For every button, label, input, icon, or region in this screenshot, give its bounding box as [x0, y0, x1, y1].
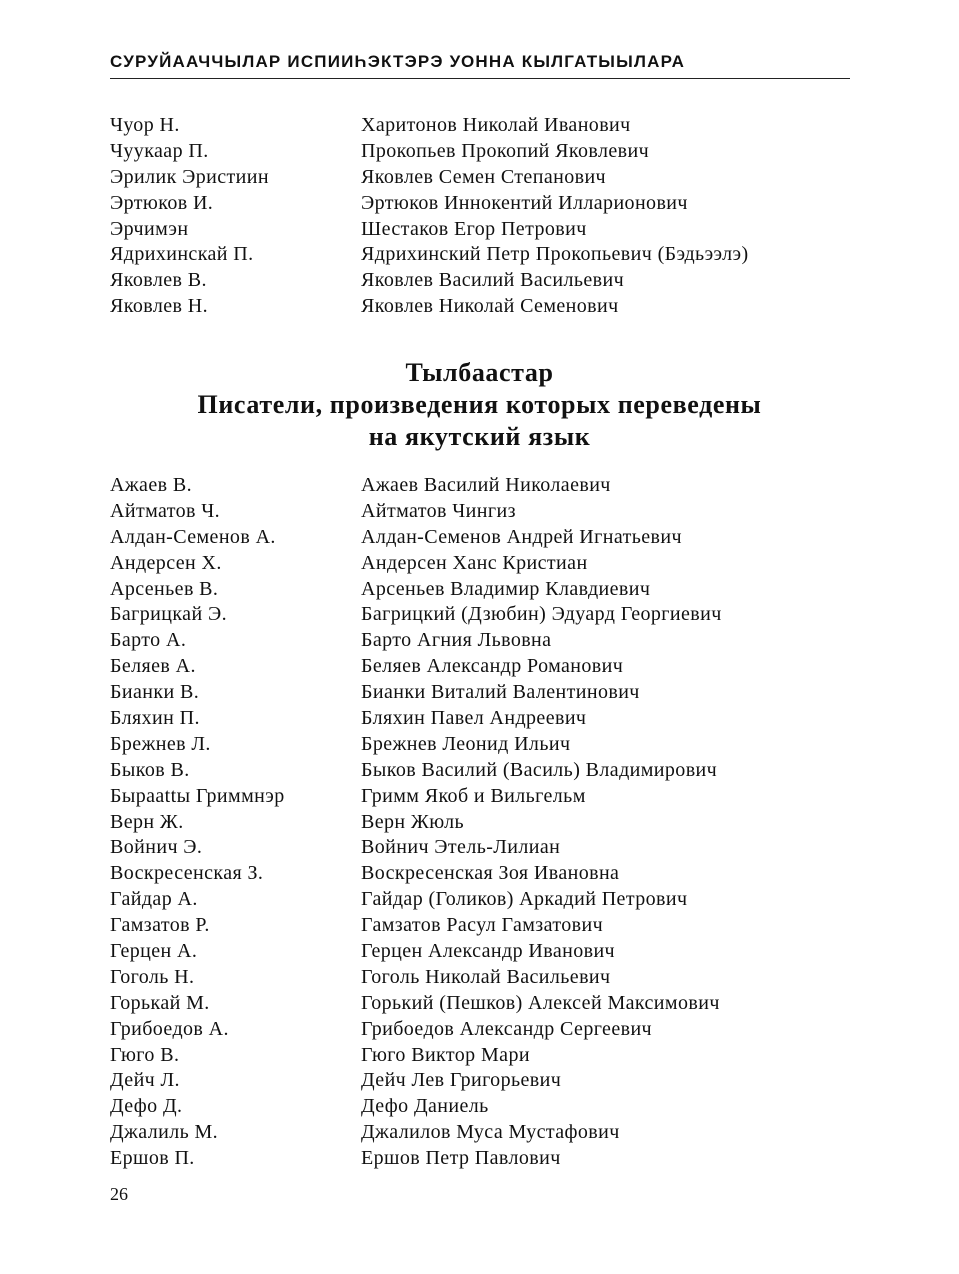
list-item: [110, 654, 850, 680]
short-name: Айтматов Ч.: [110, 499, 221, 522]
full-name: Харитонов Николай Иванович: [361, 114, 631, 136]
full-name: Гримм Якоб и Вильгельм: [361, 784, 586, 807]
short-name: Быков В.: [110, 758, 190, 781]
full-name: Ажаев Василий Николаевич: [361, 474, 611, 496]
short-name: Горькай М.: [110, 991, 210, 1014]
list-item: [110, 1146, 850, 1172]
full-name: Горький (Пешков) Алексей Максимович: [361, 991, 720, 1014]
full-name: Айтматов Чингиз: [361, 499, 516, 522]
short-name: Ядрихинскай П.: [110, 243, 254, 266]
list-item: [110, 602, 850, 628]
short-name: Гайдар А.: [110, 888, 198, 911]
full-name: Яковлев Василий Васильевич: [361, 269, 625, 292]
list-item: [110, 1068, 850, 1094]
section-title-line-3: на якутский язык: [368, 422, 591, 451]
list-item: [110, 835, 850, 861]
list-item: [110, 810, 850, 836]
list-item: [110, 499, 850, 525]
short-name: Дейч Л.: [110, 1069, 180, 1092]
full-name: Брежнев Леонид Ильич: [361, 732, 571, 755]
short-name: Войнич Э.: [110, 836, 203, 859]
short-name: Арсеньев В.: [110, 577, 219, 600]
short-name: Эрилик Эристиин: [110, 165, 269, 188]
section-title: [0, 357, 959, 453]
full-name: Гайдар (Голиков) Аркадий Петрович: [361, 888, 688, 911]
short-name: Гоголь Н.: [110, 965, 195, 988]
short-name: Яковлев Н.: [110, 295, 208, 318]
short-name: Бляхин П.: [110, 707, 200, 730]
full-name: Алдан-Семенов Андрей Игнатьевич: [361, 525, 682, 548]
short-name: Чуор Н.: [110, 114, 180, 136]
section-title-line-2: Писатели, произведения которых переведены: [197, 390, 762, 419]
full-name: Гюго Виктор Мари: [361, 1043, 530, 1066]
full-name: Джалилов Муса Мустафович: [361, 1121, 620, 1144]
list-item: [110, 1017, 850, 1043]
list-item: [110, 1094, 850, 1120]
short-name: Ажаев В.: [110, 474, 192, 496]
full-name: Грибоедов Александр Сергеевич: [361, 1017, 653, 1040]
full-name: Шестаков Егор Петрович: [361, 217, 587, 240]
list-item: [110, 732, 850, 758]
list-item: [110, 525, 850, 551]
page-number: 26: [110, 1184, 128, 1204]
list-item: [110, 965, 850, 991]
full-name: Верн Жюль: [361, 810, 464, 833]
full-name: Яковлев Семен Степанович: [361, 165, 607, 188]
short-name: Эрчимэн: [110, 217, 189, 240]
full-name: Ядрихинский Петр Прокопьевич (Бэдьээлэ): [361, 243, 749, 266]
short-name: Андерсен Х.: [110, 551, 222, 574]
list-item: [110, 139, 850, 165]
list-item: [110, 706, 850, 732]
short-name: Грибоедов А.: [110, 1017, 229, 1040]
section-title-line-1: Тылбаастар: [405, 358, 554, 387]
list-item: [110, 991, 850, 1017]
short-name: Гюго В.: [110, 1043, 180, 1066]
list-item: [110, 577, 850, 603]
list-item: [110, 165, 850, 191]
short-name: Гамзатов Р.: [110, 914, 210, 937]
list-item: [110, 294, 850, 320]
full-name: Бианки Виталий Валентинович: [361, 681, 640, 704]
full-name: Бляхин Павел Андреевич: [361, 707, 587, 730]
short-name: Ершов П.: [110, 1147, 195, 1170]
full-name: Воскресенская Зоя Ивановна: [361, 862, 620, 885]
short-name: Барто А.: [110, 629, 187, 652]
full-name: Гоголь Николай Васильевич: [361, 965, 611, 988]
list-item: [110, 784, 850, 810]
full-name: Войнич Этель-Лилиан: [361, 836, 561, 859]
short-name: Быраattы Гриммнэр: [110, 784, 285, 807]
list-item: [110, 1120, 850, 1146]
list-item: [110, 628, 850, 654]
full-name: Быков Василий (Василь) Владимирович: [361, 758, 718, 781]
list-item: [110, 680, 850, 706]
list-item: [110, 939, 850, 965]
short-name: Бианки В.: [110, 681, 200, 704]
list-item: [110, 551, 850, 577]
full-name: Ершов Петр Павлович: [361, 1147, 561, 1170]
short-name: Герцен А.: [110, 940, 198, 963]
short-name: Джалиль М.: [110, 1121, 219, 1144]
full-name: Арсеньев Владимир Клавдиевич: [361, 577, 651, 600]
list-item: [110, 1043, 850, 1069]
full-name: Багрицкий (Дзюбин) Эдуард Георгиевич: [361, 603, 722, 626]
list-item: [110, 217, 850, 243]
full-name: Беляев Александр Романович: [361, 655, 624, 678]
list-item: [110, 191, 850, 217]
header-rule: [110, 78, 850, 79]
full-name: Прокопьев Прокопий Яковлевич: [361, 139, 650, 162]
full-name: Яковлев Николай Семенович: [361, 295, 619, 318]
full-name: Герцен Александр Иванович: [361, 940, 616, 963]
short-name: Алдан-Семенов А.: [110, 525, 276, 548]
short-name: Беляев А.: [110, 655, 196, 678]
full-name: Андерсен Ханс Кристиан: [361, 551, 588, 574]
list-item: [110, 861, 850, 887]
list-item: [110, 887, 850, 913]
pseudonym-list-top: [110, 113, 850, 320]
list-item: [110, 473, 850, 499]
list-item: [110, 113, 850, 139]
full-name: Барто Агния Львовна: [361, 629, 552, 652]
short-name: Яковлев В.: [110, 269, 207, 292]
list-item: [110, 758, 850, 784]
translated-writers-list: [110, 473, 850, 1172]
full-name: Эртюков Иннокентий Илларионович: [361, 191, 688, 214]
short-name: Верн Ж.: [110, 810, 184, 833]
short-name: Эртюков И.: [110, 191, 214, 214]
full-name: Гамзатов Расул Гамзатович: [361, 914, 604, 937]
short-name: Брежнев Л.: [110, 732, 211, 755]
full-name: Дефо Даниель: [361, 1095, 489, 1118]
running-header: СУРУЙААЧЧЫЛАР ИСПИИҺЭКТЭРЭ УОННА КЫЛГАТЫЫЛАРА: [110, 52, 686, 71]
short-name: Дефо Д.: [110, 1095, 183, 1118]
list-item: [110, 242, 850, 268]
short-name: Багрицкай Э.: [110, 603, 227, 626]
list-item: [110, 913, 850, 939]
full-name: Дейч Лев Григорьевич: [361, 1069, 562, 1092]
short-name: Чуукаар П.: [110, 139, 209, 162]
list-item: [110, 268, 850, 294]
short-name: Воскресенская З.: [110, 862, 264, 885]
